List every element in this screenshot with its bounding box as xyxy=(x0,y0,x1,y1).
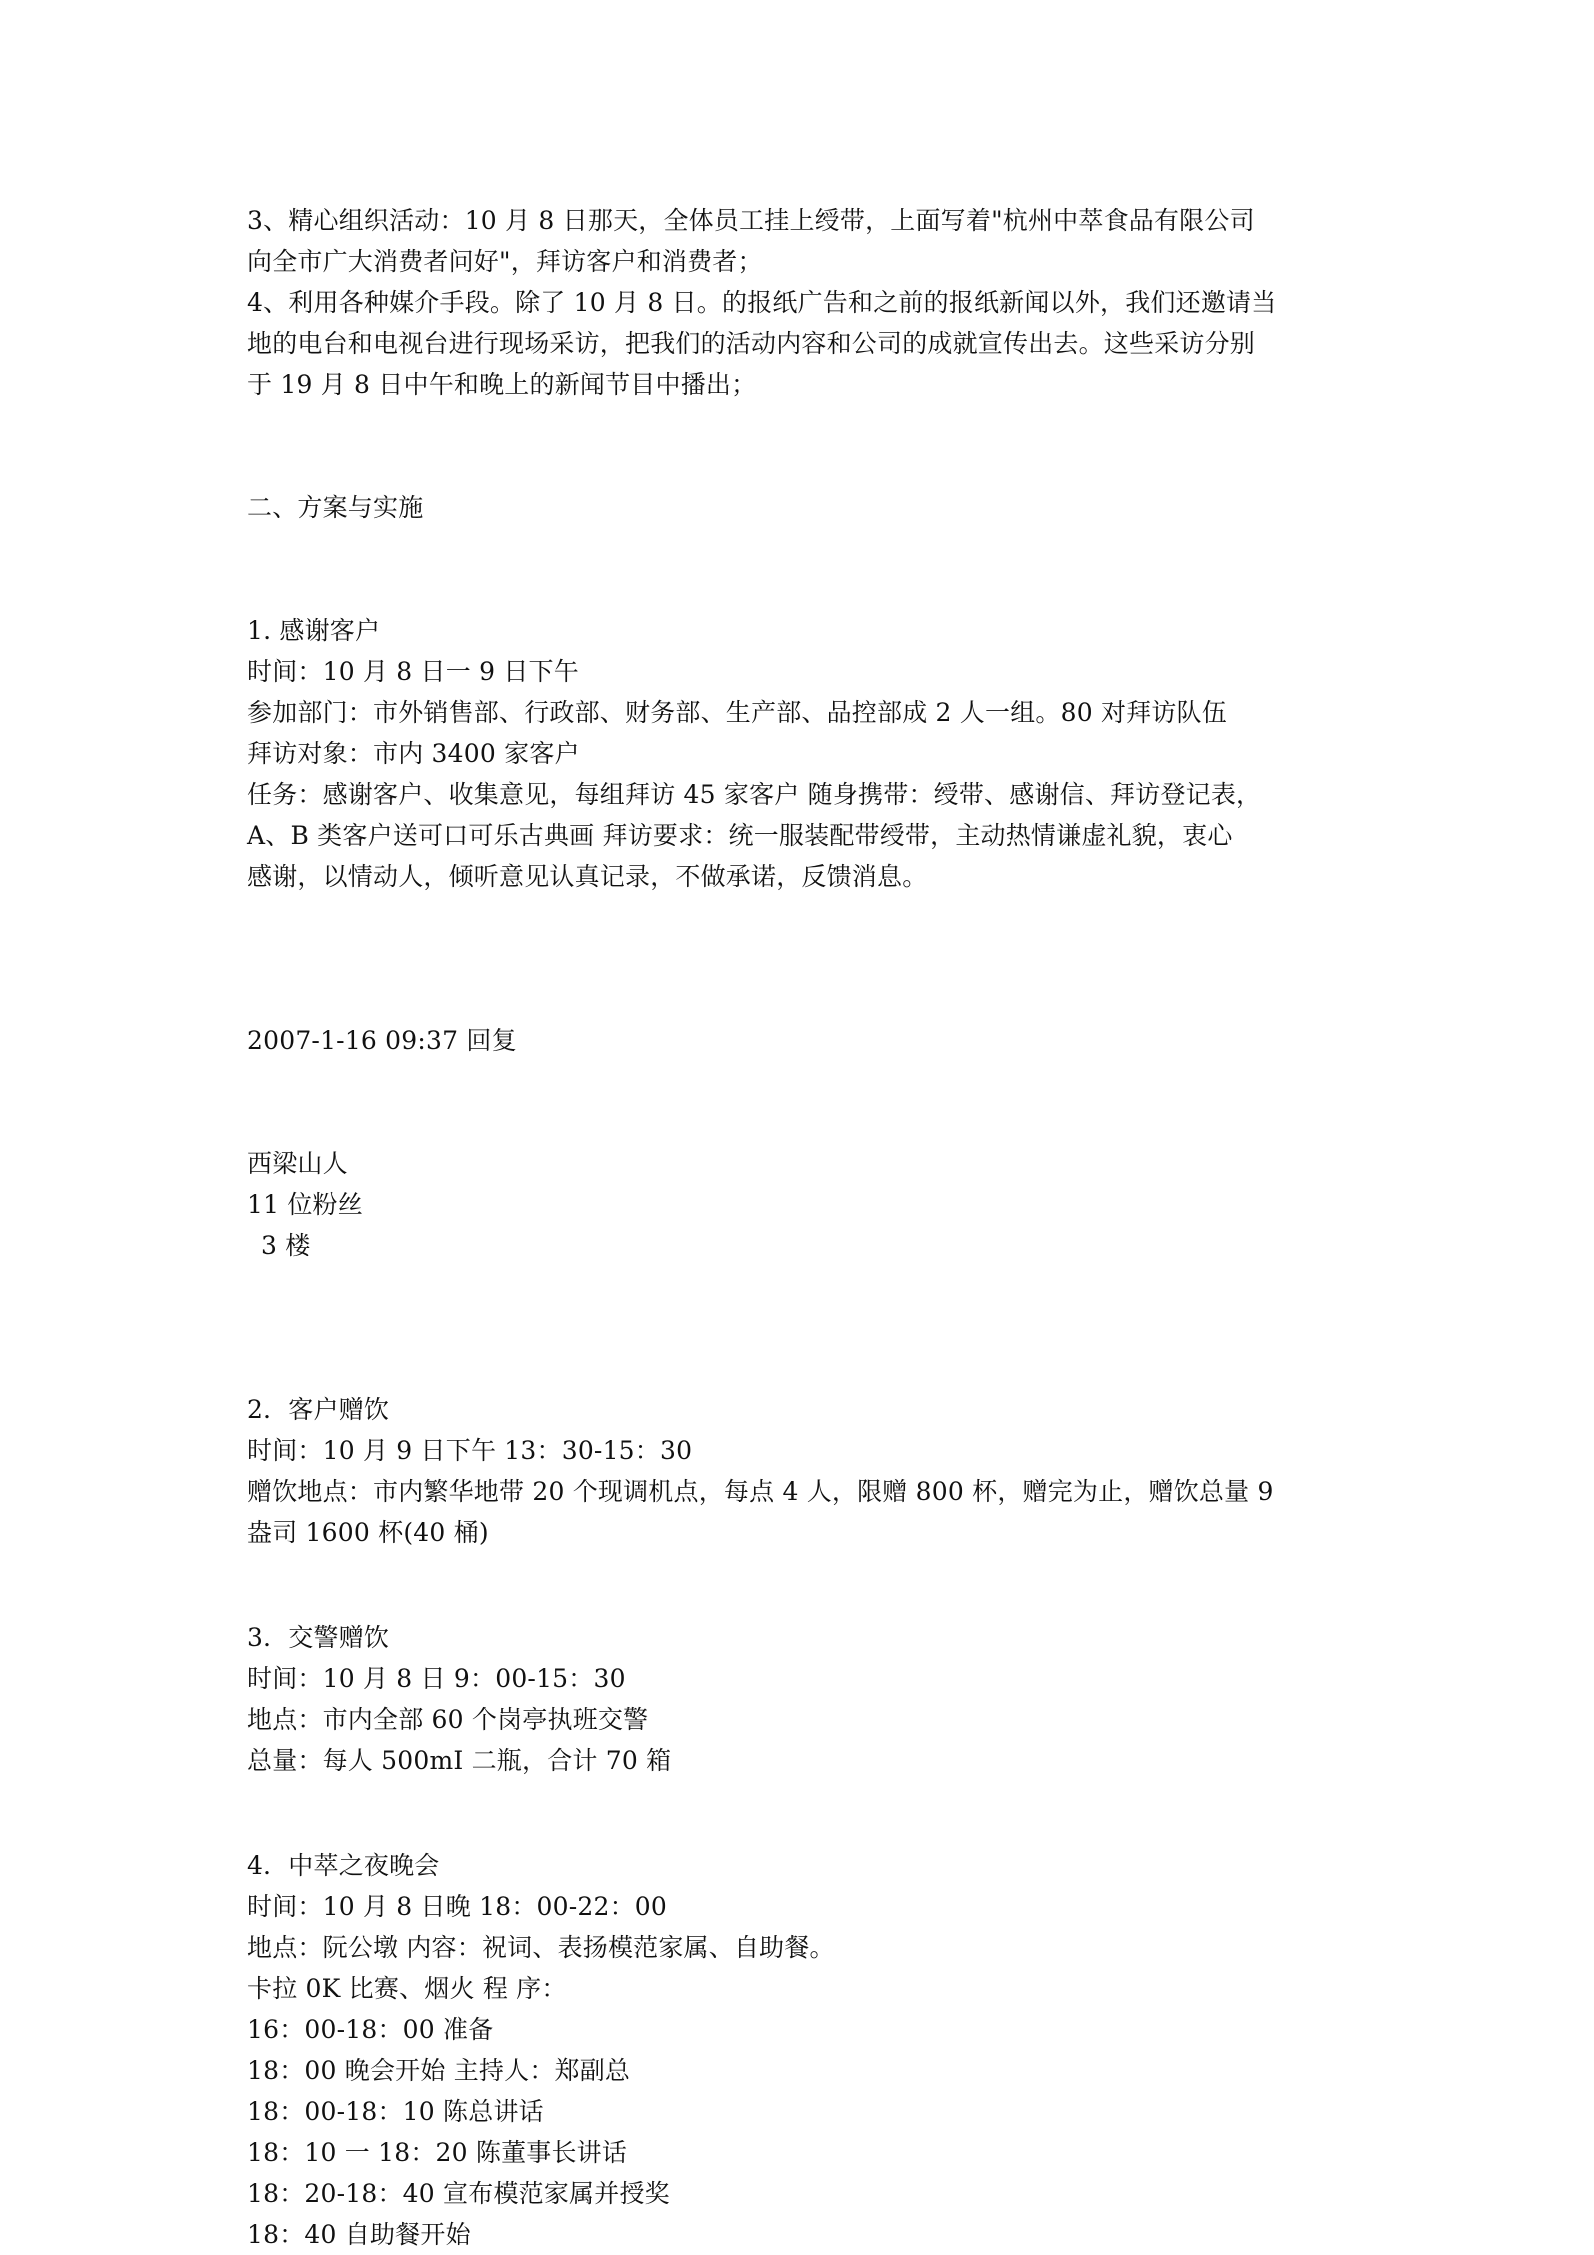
text-line: 任务：感谢客户、收集意见，每组拜访 45 家客户 随身携带：绶带、感谢信、拜访登记表， xyxy=(247,780,1262,809)
text-line: 卡拉 0K 比赛、烟火 程 序： xyxy=(247,1974,567,2003)
text-line: 总量：每人 500mI 二瓶，合计 70 箱 xyxy=(247,1746,672,1775)
text-line: 赠饮地点：市内繁华地带 20 个现调机点，每点 4 人，限赠 800 杯，赠完为止，赠饮总量 9 xyxy=(247,1477,1274,1506)
text-line: 拜访对象：市内 3400 家客户 xyxy=(247,739,580,768)
schedule-item: 16：00-18：00 准备 xyxy=(247,2015,494,2044)
text-line: 向全市广大消费者问好"，拜访客户和消费者； xyxy=(247,247,763,276)
text-line: A、B 类客户送可口可乐古典画 拜访要求：统一服装配带绶带，主动热情谦虚礼貌，衷心 xyxy=(247,821,1233,850)
text-line: 盎司 1600 杯(40 桶) xyxy=(247,1518,489,1547)
spacer xyxy=(247,1061,1357,1143)
text-line: 时间：10 月 8 日晚 18：00-22：00 xyxy=(247,1892,667,1921)
schedule-item: 18：10 一 18：20 陈董事长讲话 xyxy=(247,2138,628,2167)
fan-count: 11 位粉丝 xyxy=(247,1190,363,1219)
spacer xyxy=(247,897,1357,1020)
text-line: 时间：10 月 8 日 9：00-15：30 xyxy=(247,1664,626,1693)
schedule-item: 18：20-18：40 宣布模范家属并授奖 xyxy=(247,2179,670,2208)
section-heading: 二、方案与实施 xyxy=(247,493,424,522)
text-line: 参加部门：市外销售部、行政部、财务部、生产部、品控部成 2 人一组。80 对拜访队伍 xyxy=(247,698,1227,727)
text-line: 地点：阮公墩 内容：祝词、表扬模范家属、自助餐。 xyxy=(247,1933,835,1962)
spacer xyxy=(247,405,1357,487)
subsection-heading: 3．交警赠饮 xyxy=(247,1623,390,1652)
spacer xyxy=(247,1781,1357,1845)
floor-number: 3 楼 xyxy=(261,1231,311,1260)
text-line: 于 19 月 8 日中午和晚上的新闻节目中播出； xyxy=(247,370,757,399)
schedule-item: 18：00 晚会开始 主持人：郑副总 xyxy=(247,2056,631,2085)
text-line: 地的电台和电视台进行现场采访，把我们的活动内容和公司的成就宣传出去。这些采访分别 xyxy=(247,329,1256,358)
spacer xyxy=(247,1553,1357,1617)
subsection-heading: 4．中萃之夜晚会 xyxy=(247,1851,440,1880)
subsection-heading: 2．客户赠饮 xyxy=(247,1395,390,1424)
text-line: 时间：10 月 9 日下午 13：30-15：30 xyxy=(247,1436,693,1465)
subsection-heading: 1. 感谢客户 xyxy=(247,616,381,645)
text-line: 4、利用各种媒介手段。除了 10 月 8 日。的报纸广告和之前的报纸新闻以外，我们还邀请当 xyxy=(247,288,1277,317)
text-line: 地点：市内全部 60 个岗亭执班交警 xyxy=(247,1705,649,1734)
text-line: 3、精心组织活动：10 月 8 日那天，全体员工挂上绶带，上面写着"杭州中萃食品有限公司 xyxy=(247,206,1255,235)
author-name: 西梁山人 xyxy=(247,1149,348,1178)
reply-timestamp: 2007-1-16 09:37 回复 xyxy=(247,1026,517,1055)
schedule-item: 18：40 自助餐开始 xyxy=(247,2220,471,2249)
spacer xyxy=(247,1266,1357,1389)
schedule-item: 18：00-18：10 陈总讲话 xyxy=(247,2097,544,2126)
text-line: 时间：10 月 8 日一 9 日下午 xyxy=(247,657,579,686)
spacer xyxy=(247,528,1357,610)
text-line: 感谢，以情动人，倾听意见认真记录，不做承诺，反馈消息。 xyxy=(247,862,928,891)
document-body xyxy=(247,200,1357,2255)
